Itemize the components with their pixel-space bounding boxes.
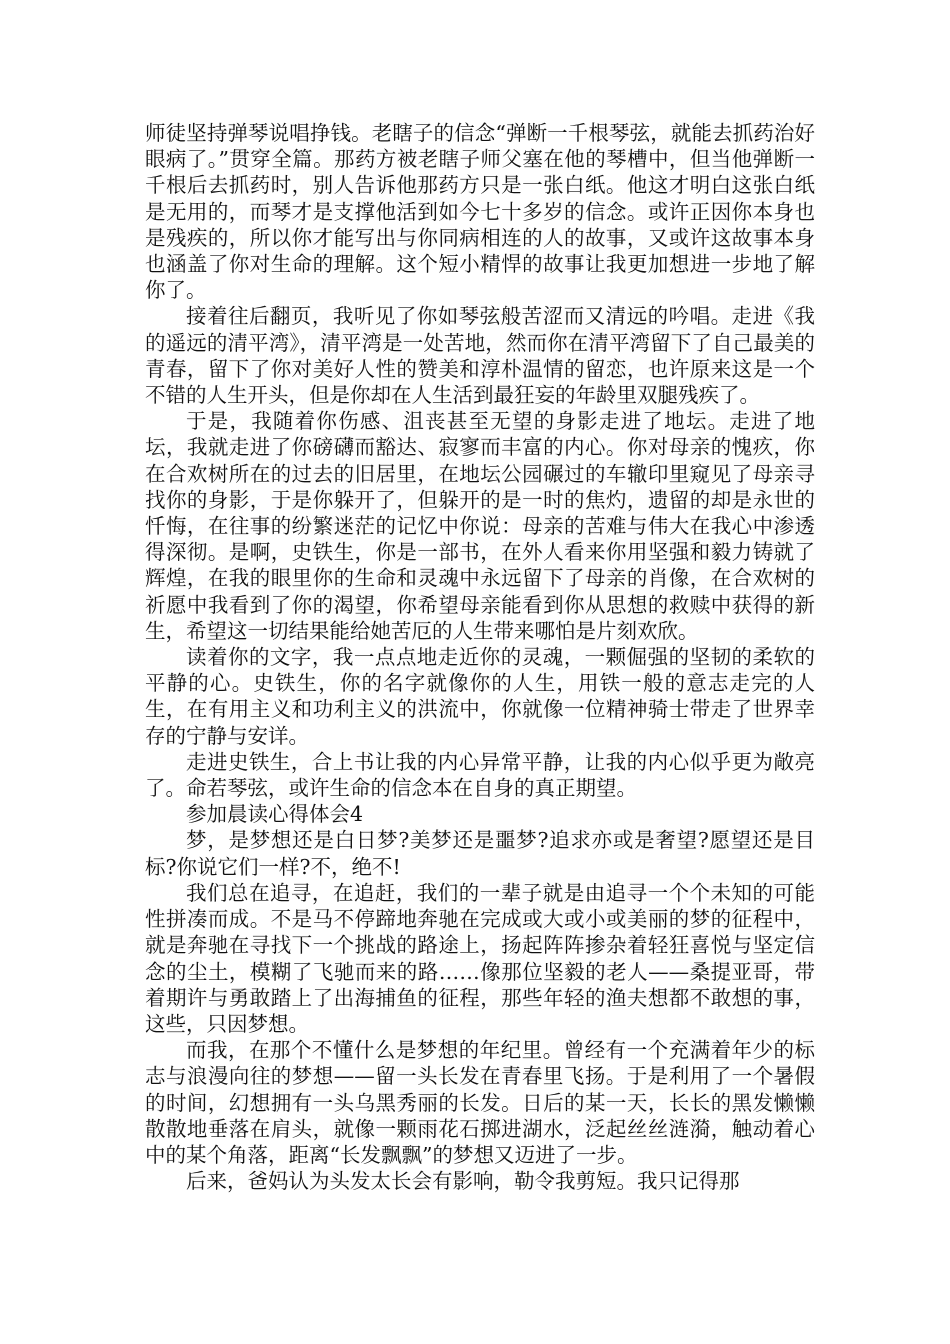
document-body — [145, 120, 815, 1194]
section-heading: 参加晨读心得体会4 — [186, 802, 364, 827]
paragraph: 我们总在追寻，在追赶，我们的一辈子就是由追寻一个个未知的可能性拼凑而成。不是马不停蹄地奔驰在完成或大或小或美丽的梦的征程中，就是奔驰在寻找下一个挑战的路途上，扬起阵阵掺杂着轻狂喜悦与坚定信念的尘土，模糊了飞驰而来的路……像那位坚毅的老人——桑提亚哥，带着期许与勇敢踏上了出海捕鱼的征程，那些年轻的渔夫想都不敢想的事，这些，只因梦想。 — [145, 880, 815, 1036]
paragraph: 而我，在那个不懂什么是梦想的年纪里。曾经有一个充满着年少的标志与浪漫向往的梦想——留一头长发在青春里飞扬。于是利用了一个暑假的时间，幻想拥有一头乌黑秀丽的长发。日后的某一天，长长的黑发懒懒散散地垂落在肩头，就像一颗雨花石掷进湖水，泛起丝丝涟漪，触动着心中的某个角落，距离“长发飘飘”的梦想又迈进了一步。 — [145, 1038, 815, 1167]
paragraph: 读着你的文字，我一点点地走近你的灵魂，一颗倔强的坚韧的柔软的平静的心。史铁生，你的名字就像你的人生，用铁一般的意志走完的人生，在有用主义和功利主义的洪流中，你就像一位精神骑士带走了世界幸存的宁静与安详。 — [145, 645, 815, 748]
paragraph: 于是，我随着你伤感、沮丧甚至无望的身影走进了地坛。走进了地坛，我就走进了你磅礴而豁达、寂寥而丰富的内心。你对母亲的愧疚，你在合欢树所在的过去的旧居里，在地坛公园碾过的车辙印里窥见了母亲寻找你的身影，于是你躲开了，但躲开的是一时的焦灼，遗留的却是永世的忏悔，在往事的纷繁迷茫的记忆中你说：母亲的苦难与伟大在我心中渗透得深彻。是啊，史铁生，你是一部书，在外人看来你用坚强和毅力铸就了辉煌，在我的眼里你的生命和灵魂中永远留下了母亲的肖像，在合欢树的祈愿中我看到了你的渴望，你希望母亲能看到你从思想的救赎中获得的新生，希望这一切结果能给她苦厄的人生带来哪怕是片刻欢欣。 — [145, 409, 815, 643]
paragraph: 走进史铁生，合上书让我的内心异常平静，让我的内心似乎更为敞亮了。命若琴弦，或许生命的信念本在自身的真正期望。 — [145, 749, 815, 801]
paragraph: 接着往后翻页，我听见了你如琴弦般苦涩而又清远的吟唱。走进《我的遥远的清平湾》，清平湾是一处苦地，然而你在清平湾留下了自己最美的青春，留下了你对美好人性的赞美和淳朴温情的留恋，也许原来这是一个不错的人生开头，但是你却在人生活到最狂妄的年龄里双腿残疾了。 — [145, 304, 815, 408]
paragraph-continuation: 师徒坚持弹琴说唱挣钱。老瞎子的信念“弹断一千根琴弦，就能去抓药治好眼病了。”贯穿全篇。那药方被老瞎子师父塞在他的琴槽中，但当他弹断一千根后去抓药时，别人告诉他那药方只是一张白纸。他这才明白这张白纸是无用的，而琴才是支撑他活到如今七十多岁的信念。或许正因你本身也是残疾的，所以你才能写出与你同病相连的人的故事，又或许这故事本身也涵盖了你对生命的理解。这个短小精悍的故事让我更加想进一步地了解你了。 — [145, 121, 815, 303]
paragraph: 后来，爸妈认为头发太长会有影响，勒令我剪短。我只记得那 — [186, 1169, 740, 1194]
paragraph: 梦，是梦想还是白日梦?美梦还是噩梦?追求亦或是奢望?愿望还是目标?你说它们一样?不，绝不! — [145, 828, 815, 879]
